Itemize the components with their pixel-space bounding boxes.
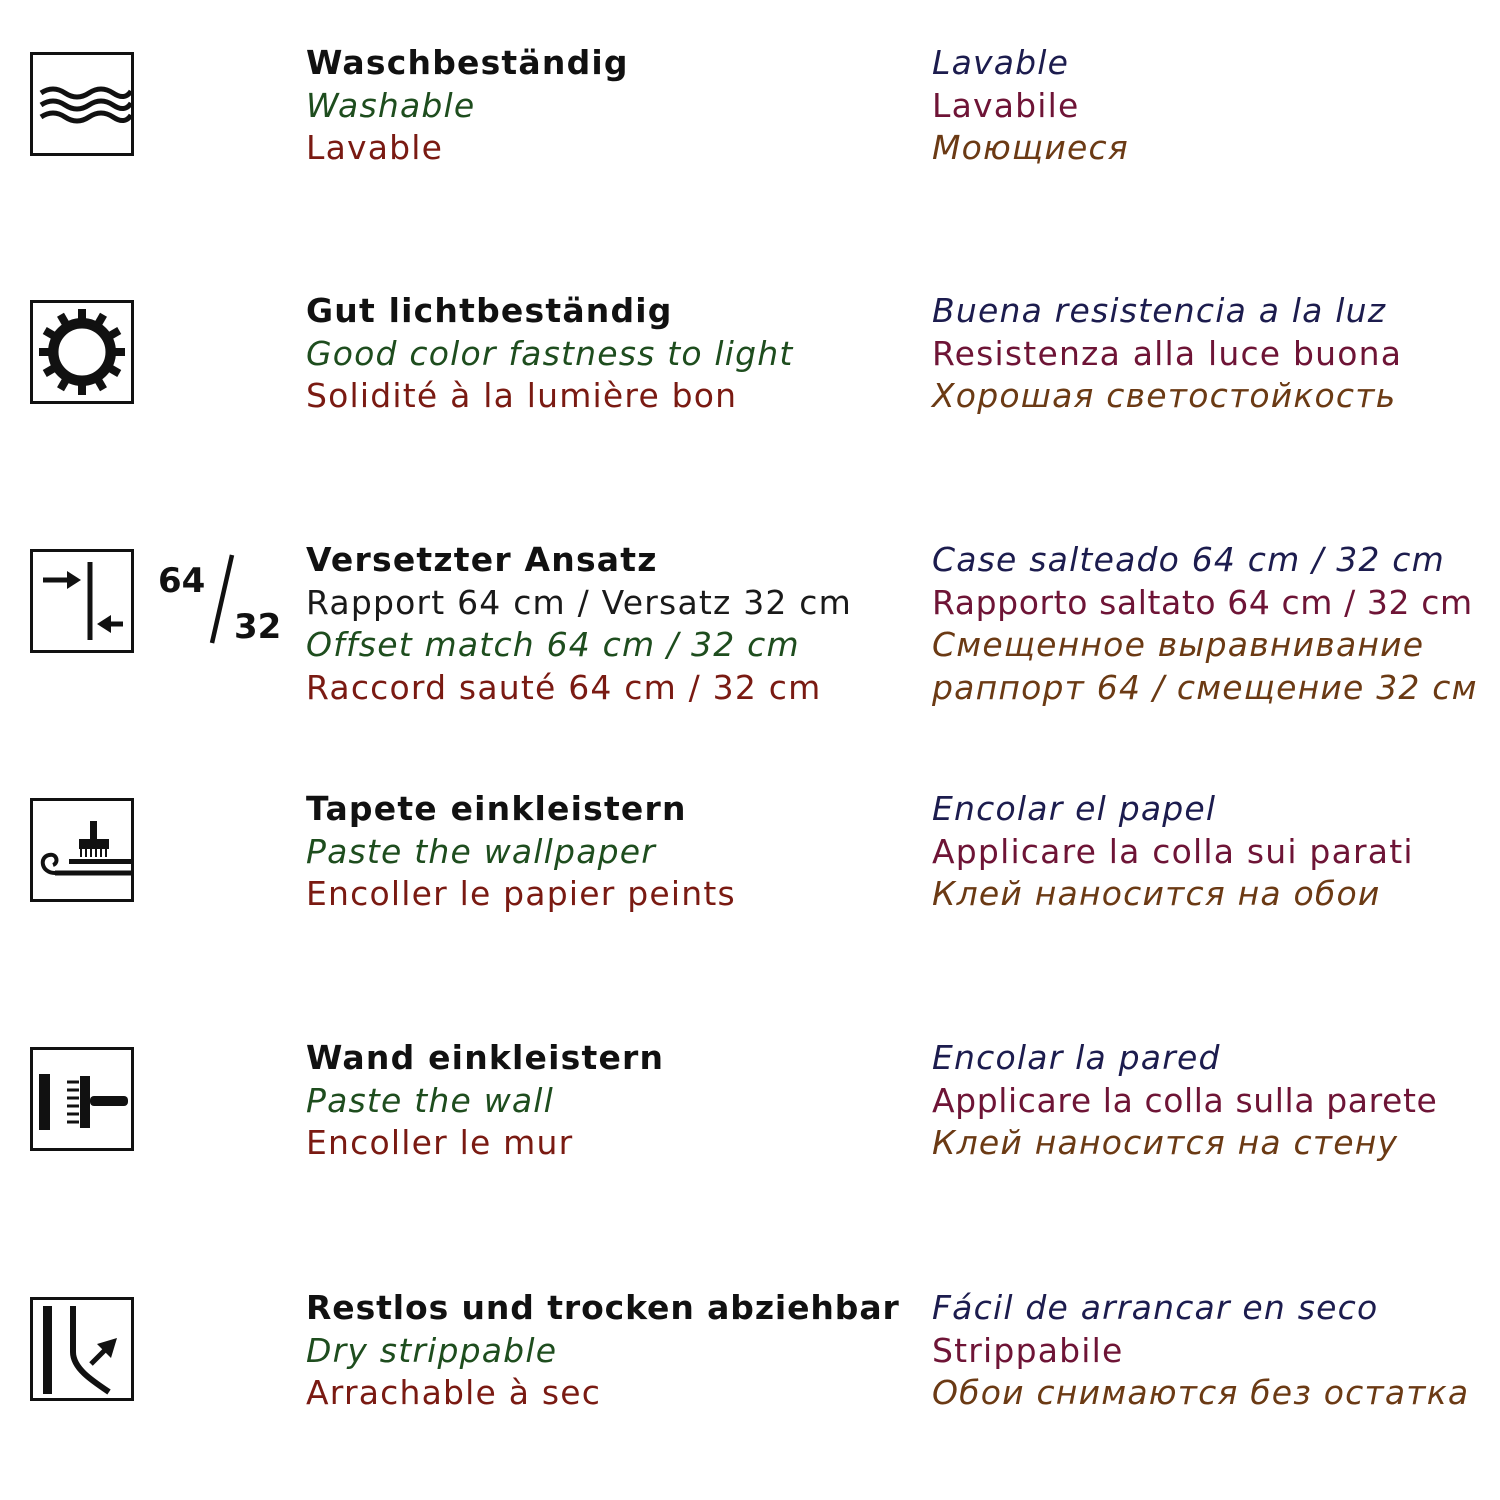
offset-fraction — [158, 549, 282, 659]
label-spanish: Encolar la pared — [932, 1038, 1221, 1077]
dry-strippable-icon — [30, 1297, 134, 1401]
label-german: Wand einkleistern — [306, 1038, 665, 1077]
label-french: Encoller le mur — [306, 1123, 574, 1162]
label-spanish: Fácil de arrancar en seco — [932, 1288, 1379, 1327]
label-english: Good color fastness to light — [306, 333, 794, 373]
label-russian: Обои снимаются без остатка — [932, 1373, 1470, 1412]
label-russian: Клей наносится на обои — [932, 874, 1381, 913]
symbol-row-paste-wall — [0, 1038, 1500, 1247]
secondary-labels — [932, 1287, 1500, 1415]
paste-wallpaper-icon — [30, 798, 134, 902]
primary-labels — [306, 539, 906, 709]
label-italian: Rapporto saltato 64 cm / 32 cm — [932, 582, 1473, 622]
label-english: Dry strippable — [306, 1330, 558, 1370]
label-english: Paste the wallpaper — [306, 831, 657, 871]
primary-labels — [306, 290, 906, 418]
symbol-row-paste-wallpaper — [0, 789, 1500, 998]
secondary-labels — [932, 290, 1500, 418]
label-russian: Клей наносится на стену — [932, 1123, 1399, 1162]
fraction-top: 64 — [158, 561, 206, 601]
label-italian: Lavabile — [932, 85, 1080, 125]
secondary-labels — [932, 1037, 1500, 1165]
label-spanish: Case salteado 64 cm / 32 cm — [932, 540, 1445, 579]
symbol-row-dry-strippable — [0, 1288, 1500, 1497]
label-french: Encoller le papier peints — [306, 874, 736, 913]
label-german-detail: Rapport 64 cm / Versatz 32 cm — [306, 582, 852, 622]
label-german: Gut lichtbeständig — [306, 291, 673, 330]
primary-labels — [306, 42, 906, 170]
washable-waves-icon — [30, 52, 134, 156]
label-english: Washable — [306, 85, 476, 125]
label-russian: Хорошая светостойкость — [932, 376, 1397, 415]
paste-wall-icon — [30, 1047, 134, 1151]
symbol-row-lightfast — [0, 291, 1500, 500]
label-spanish: Encolar el papel — [932, 789, 1217, 828]
label-german: Versetzter Ansatz — [306, 540, 658, 579]
label-english: Offset match 64 cm / 32 cm — [306, 625, 800, 664]
offset-match-icon — [30, 549, 134, 653]
label-spanish: Lavable — [932, 43, 1070, 82]
label-russian: Моющиеся — [932, 128, 1129, 167]
primary-labels — [306, 788, 906, 916]
label-russian-detail: раппорт 64 / смещение 32 см — [932, 667, 1478, 707]
primary-labels — [306, 1287, 906, 1415]
label-italian: Applicare la colla sulla parete — [932, 1080, 1438, 1120]
secondary-labels — [932, 539, 1500, 709]
label-french: Raccord sauté 64 cm / 32 cm — [306, 667, 822, 707]
label-german: Tapete einkleistern — [306, 789, 687, 828]
symbol-row-offset-match — [0, 540, 1500, 749]
label-italian: Resistenza alla luce buona — [932, 333, 1403, 373]
label-spanish: Buena resistencia a la luz — [932, 291, 1387, 330]
secondary-labels — [932, 788, 1500, 916]
label-italian: Strippabile — [932, 1330, 1124, 1370]
primary-labels — [306, 1037, 906, 1165]
symbol-row-washable — [0, 43, 1500, 252]
label-french: Arrachable à sec — [306, 1373, 602, 1412]
label-english: Paste the wall — [306, 1080, 555, 1120]
secondary-labels — [932, 42, 1500, 170]
label-german: Waschbeständig — [306, 43, 629, 82]
label-russian: Смещенное выравнивание — [932, 625, 1425, 664]
fraction-slash-icon — [206, 551, 236, 647]
fraction-bottom: 32 — [234, 607, 282, 647]
sun-icon — [30, 300, 134, 404]
label-french: Lavable — [306, 128, 444, 167]
label-french: Solidité à la lumière bon — [306, 376, 738, 415]
label-german: Restlos und trocken abziehbar — [306, 1288, 900, 1327]
label-italian: Applicare la colla sui parati — [932, 831, 1414, 871]
